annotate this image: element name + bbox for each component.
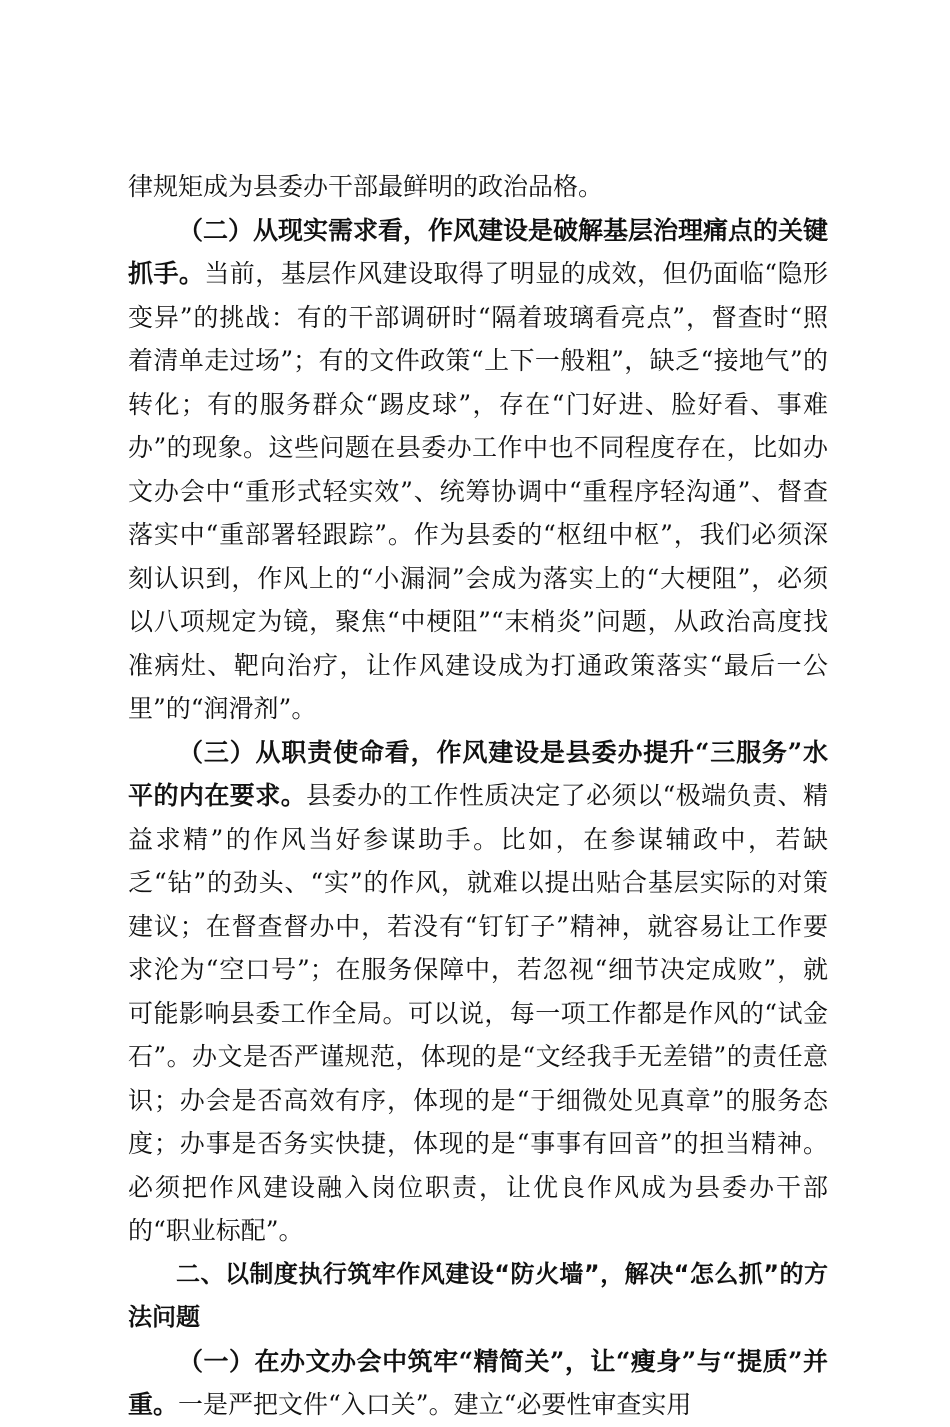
- document-body: [128, 165, 828, 1427]
- paragraph-duty-mission-text: 县委办的工作性质决定了必须以“极端负责、精益求精”的作风当好参谋助手。比如，在参谋辅政中，若缺乏“钻”的劲头、“实”的作风，就难以提出贴合基层实际的对策建议；在督查督办中，若没有“钉钉子”精神，就容易让工作要求沦为“空口号”；在服务保障中，若忽视“细节决定成败”，就可能影响县委工作全局。可以说，每一项工作都是作风的“试金石”。办文是否严谨规范，体现的是“文经我手无差错”的责任意识；办会是否高效有序，体现的是“于细微处见真章”的服务态度；办事是否务实快捷，体现的是“事事有回音”的担当精神。必须把作风建设融入岗位职责，让优良作风成为县委办干部的“职业标配”。: [128, 781, 828, 1245]
- paragraph-reality-needs: [128, 209, 828, 731]
- paragraph-duty-mission: [128, 731, 828, 1253]
- section-heading-2: 二、以制度执行筑牢作风建设“防火墙”，解决“怎么抓”的方法问题: [128, 1259, 828, 1331]
- paragraph-document-meeting-text: 一是严把文件“入口关”。建立“必要性审查实用: [178, 1390, 692, 1419]
- paragraph-document-meeting: [128, 1340, 828, 1427]
- subheading-reality-needs: （二）从现实需求看，作风建设是破解基层治理痛点的关键抓手。: [128, 215, 829, 288]
- subheading-document-meeting: （一）在办文办会中筑牢“精简关”，让“瘦身”与“提质”并重。: [128, 1346, 828, 1419]
- continued-paragraph: 律规矩成为县委办干部最鲜明的政治品格。: [128, 172, 604, 201]
- paragraph-reality-needs-text: 当前，基层作风建设取得了明显的成效，但仍面临“隐形变异”的挑战：有的干部调研时“隔着玻璃看亮点”，督查时“照着清单走过场”；有的文件政策“上下一般粗”，缺乏“接地气”的转化；有的服务群众“踢皮球”，存在“门好进、脸好看、事难办”的现象。这些问题在县委办工作中也不同程度存在，比如办文办会中“重形式轻实效”、统筹协调中“重程序轻沟通”、督查落实中“重部署轻跟踪”。作为县委的“枢纽中枢”，我们必须深刻认识到，作风上的“小漏洞”会成为落实上的“大梗阻”，必须以八项规定为镜，聚焦“中梗阻”“末梢炎”问题，从政治高度找准病灶、靶向治疗，让作风建设成为打通政策落实“最后一公里”的“润滑剂”。: [128, 259, 828, 723]
- subheading-duty-mission: （三）从职责使命看，作风建设是县委办提升“三服务”水平的内在要求。: [128, 737, 828, 810]
